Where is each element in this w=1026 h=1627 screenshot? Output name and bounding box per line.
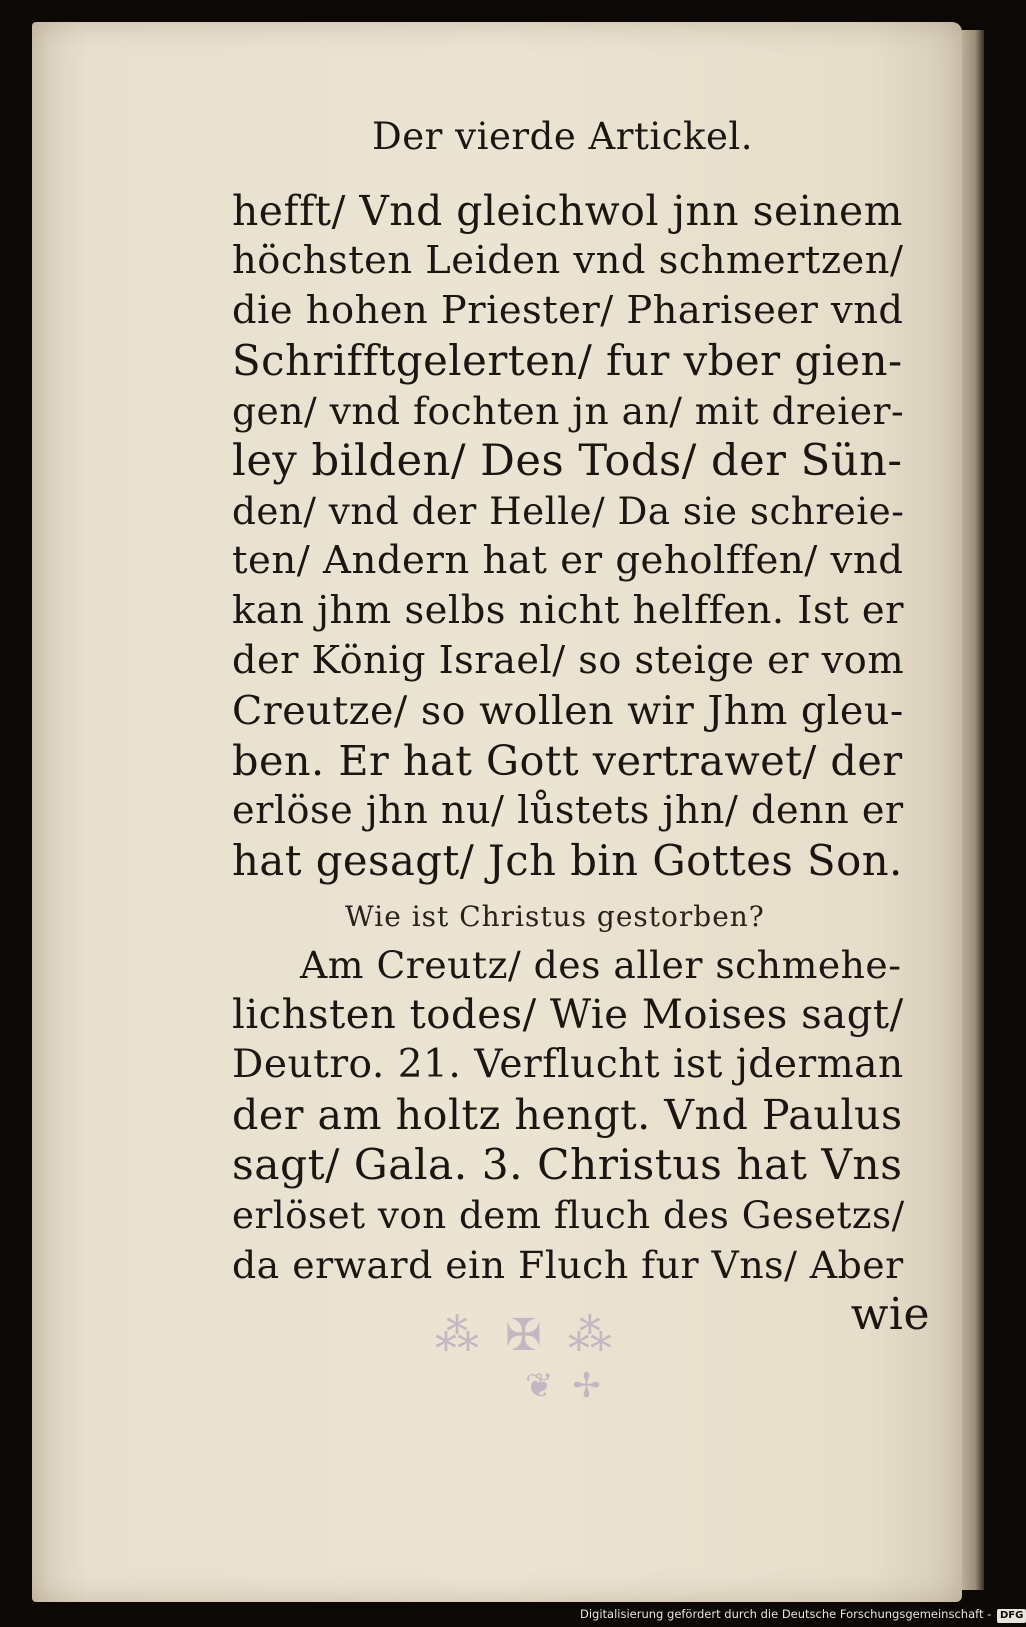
text-line: den/ vnd der Helle/ Da sie schreie- xyxy=(232,489,905,533)
text-line: Creutze/ so wollen wir Jhm gleu- xyxy=(232,688,904,734)
text-line: kan jhm selbs nicht helffen. Ist er xyxy=(232,588,904,633)
text-line: die hohen Priester/ Phariseer vnd xyxy=(232,288,904,333)
subheading: Wie ist Christus gestorben? xyxy=(345,900,765,933)
dfg-logo: DFG xyxy=(997,1609,1026,1623)
text-line: erlöse jhn nu/ lůstets jhn/ denn er xyxy=(232,789,904,833)
footer-credit-text: Digitalisierung gefördert durch die Deutsche Forschungsgemeinschaft - xyxy=(580,1607,992,1621)
running-header: Der vierde Artickel. xyxy=(372,115,754,158)
text-line: hefft/ Vnd gleichwol jnn seinem xyxy=(232,187,903,235)
catchword: wie xyxy=(850,1289,930,1340)
library-stamp-icon: ⁂ ✠ ⁂ ❦ ✢ xyxy=(435,1310,618,1406)
page-edge xyxy=(962,30,984,1590)
text-line: ley bilden/ Des Tods/ der Sün- xyxy=(232,436,903,486)
text-line: da erward ein Fluch fur Vns/ Aber xyxy=(232,1243,904,1287)
text-line: Schrifftgelerten/ fur vber gien- xyxy=(232,336,903,385)
text-line: Deutro. 21. Verflucht ist jderman xyxy=(232,1042,904,1087)
text-line: gen/ vnd fochten jn an/ mit dreier- xyxy=(232,389,905,433)
text-line: sagt/ Gala. 3. Christus hat Vns xyxy=(232,1140,903,1189)
text-line: der König Israel/ so steige er vom xyxy=(232,639,905,683)
text-line: ten/ Andern hat er geholffen/ vnd xyxy=(232,538,904,583)
text-line: Am Creutz/ des aller schmehe- xyxy=(300,943,902,987)
footer-credit xyxy=(580,1604,1024,1624)
text-line: erlöset von dem fluch des Gesetzs/ xyxy=(232,1193,905,1237)
text-line: höchsten Leiden vnd schmertzen/ xyxy=(232,238,904,283)
text-line: ben. Er hat Gott vertrawet/ der xyxy=(232,737,903,785)
text-line: lichsten todes/ Wie Moises sagt/ xyxy=(232,992,904,1038)
text-line: der am holtz hengt. Vnd Paulus xyxy=(232,1091,903,1139)
text-line: hat gesagt/ Jch bin Gottes Son. xyxy=(232,836,903,885)
